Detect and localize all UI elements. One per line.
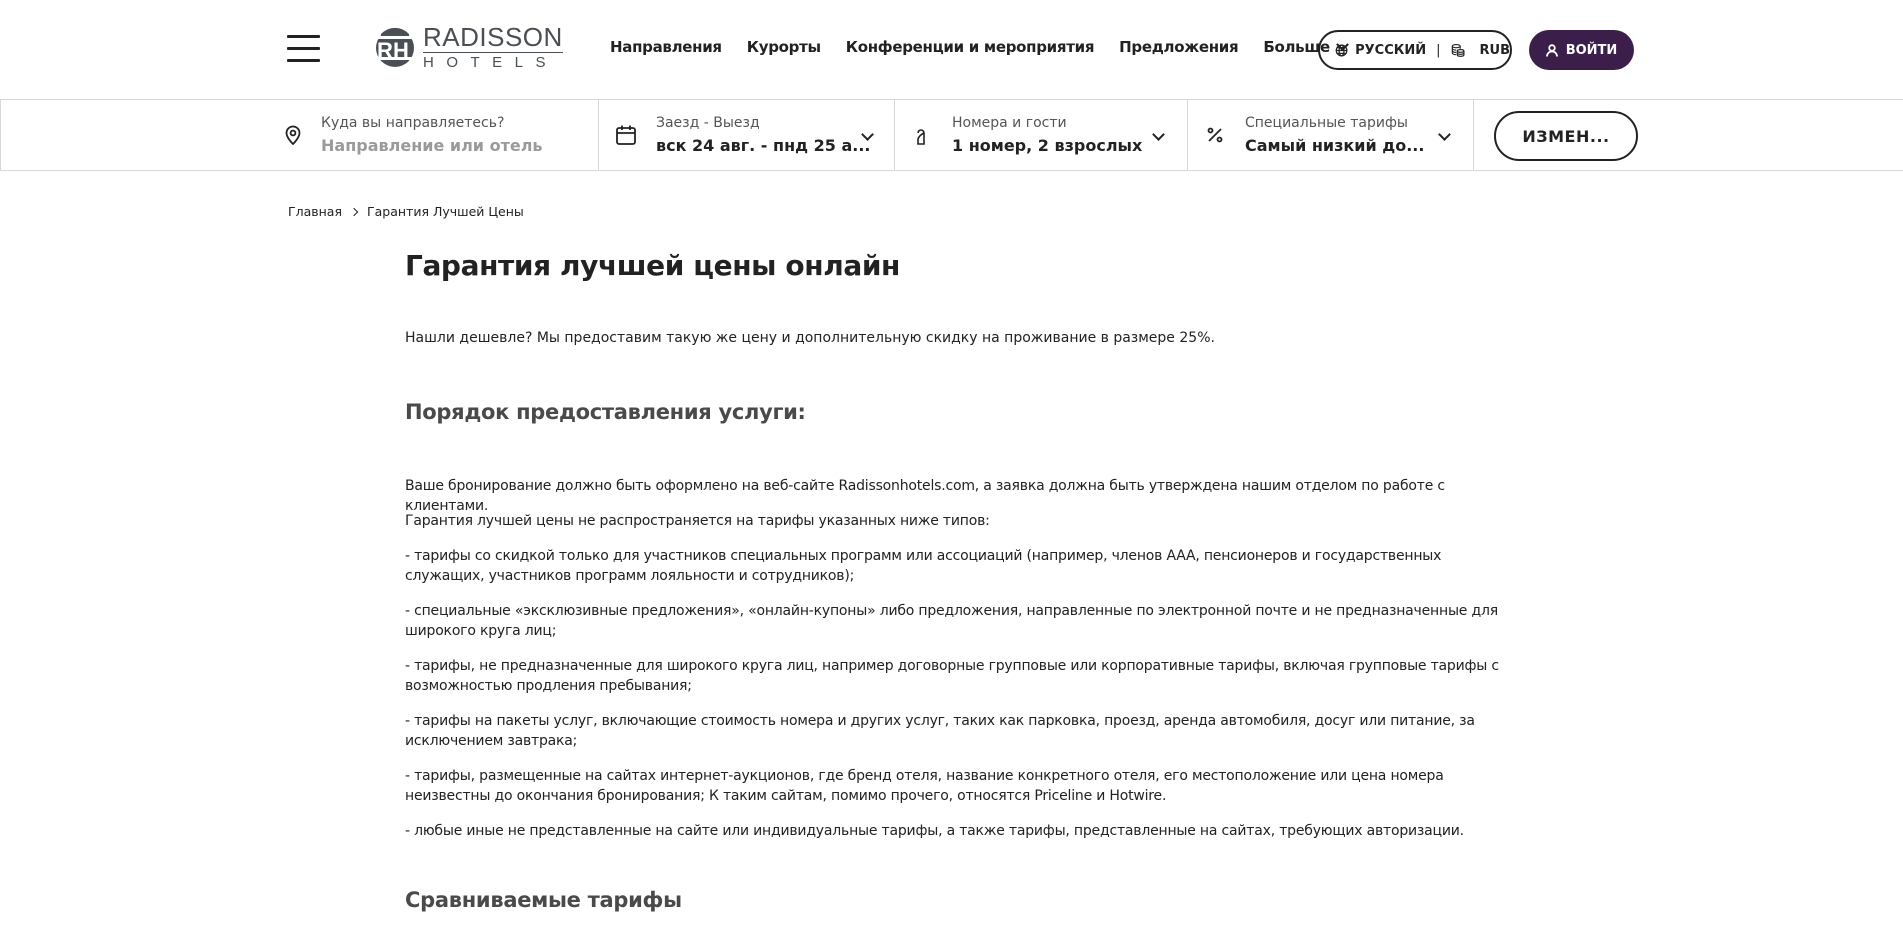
intro-text: Нашли дешевле? Мы предоставим такую же цену и дополнительную скидку на проживание в размере 25%. bbox=[405, 330, 1215, 346]
globe-icon bbox=[1335, 43, 1348, 58]
divider: | bbox=[1436, 42, 1441, 58]
radisson-logo[interactable] bbox=[375, 22, 563, 71]
nav-meetings-events[interactable]: Конференции и мероприятия bbox=[845, 38, 1095, 56]
exclusion-item: - тарифы, не предназначенные для широкого круга лиц, например договорные групповые или корпоративные тарифы, включая групповые тарифы с возможностью продления пребывания; bbox=[405, 658, 1499, 694]
exclusion-item: - специальные «эксклюзивные предложения», «онлайн-купоны» либо предложения, направленные по электронной почте и не предназначенные для широкого круга лиц; bbox=[405, 603, 1498, 639]
logo-wordmark-bottom: HOTELS bbox=[423, 54, 559, 71]
hamburger-line bbox=[287, 47, 320, 50]
main-content bbox=[405, 246, 1515, 912]
coins-icon bbox=[1451, 43, 1465, 58]
hamburger-line bbox=[287, 35, 320, 38]
page-title: Гарантия лучшей цены онлайн bbox=[405, 249, 900, 282]
svg-text:R: R bbox=[377, 37, 393, 63]
login-label: ВОЙТИ bbox=[1565, 42, 1618, 58]
chevron-right-icon bbox=[350, 207, 358, 215]
dates-label: Заезд - Выезд bbox=[656, 115, 760, 131]
rooms-guests-value: 1 номер, 2 взрослых bbox=[952, 136, 1143, 155]
language-label: РУССКИЙ bbox=[1355, 42, 1427, 58]
login-button[interactable] bbox=[1529, 30, 1634, 70]
exclusion-item: - любые иные не представленные на сайте или индивидуальные тарифы, а также тарифы, представленные на сайтах, требующих авторизации. bbox=[405, 823, 1464, 839]
breadcrumb bbox=[288, 204, 524, 219]
destination-label: Куда вы направляетесь? bbox=[321, 115, 505, 131]
currency-label: RUB bbox=[1479, 42, 1510, 58]
calendar-icon bbox=[614, 123, 638, 147]
breadcrumb-current: Гарантия Лучшей Цены bbox=[367, 204, 524, 219]
menu-button[interactable] bbox=[287, 33, 320, 63]
breadcrumb-home[interactable]: Главная bbox=[288, 204, 342, 219]
nav-more-label: Больше bbox=[1263, 38, 1330, 56]
exclusion-item: - тарифы, размещенные на сайтах интернет-аукционов, где бренд отеля, название конкретного отеля, его местоположение или цена номера неизвестны до окончания бронирования; К таким сайтам, помимо прочего, относятся Priceline и Hotwire. bbox=[405, 768, 1444, 804]
nav-resorts[interactable]: Курорты bbox=[746, 38, 821, 56]
dates-field[interactable] bbox=[599, 100, 895, 170]
svg-text:H: H bbox=[393, 37, 409, 63]
exclusion-item: - тарифы со скидкой только для участников специальных программ или ассоциаций (например, членов AAA, пенсионеров и государственных служащих, участников программ лояльности и сотрудников); bbox=[405, 548, 1442, 584]
section-heading-comparable-rates: Сравниваемые тарифы bbox=[405, 888, 682, 912]
nav-destinations[interactable]: Направления bbox=[610, 38, 722, 56]
site-header bbox=[0, 0, 1903, 100]
special-rates-field[interactable] bbox=[1188, 100, 1474, 170]
modify-search-button[interactable]: ИЗМЕН... bbox=[1494, 111, 1638, 161]
chevron-down-icon bbox=[1152, 128, 1165, 141]
percent-icon bbox=[1203, 123, 1227, 147]
door-hanger-icon bbox=[909, 123, 933, 147]
exclusion-item: - тарифы на пакеты услуг, включающие стоимость номера и других услуг, таких как парковка, проезд, аренда автомобиля, досуг или питание, за исключением завтрака; bbox=[405, 713, 1475, 749]
destination-field[interactable] bbox=[1, 100, 599, 170]
user-icon bbox=[1546, 44, 1558, 57]
booking-search-bar bbox=[0, 100, 1903, 171]
rooms-guests-field[interactable] bbox=[895, 100, 1188, 170]
main-nav bbox=[610, 38, 1372, 56]
chevron-down-icon bbox=[1438, 128, 1451, 141]
dates-value: вск 24 авг. - пнд 25 а... bbox=[656, 136, 871, 155]
hamburger-line bbox=[287, 59, 320, 62]
map-pin-icon bbox=[281, 123, 305, 147]
logo-wordmark-top: RADISSON bbox=[423, 22, 563, 52]
language-currency-button[interactable] bbox=[1318, 30, 1512, 70]
special-rates-label: Специальные тарифы bbox=[1245, 115, 1408, 131]
special-rates-value: Самый низкий до... bbox=[1245, 136, 1425, 155]
section-heading-procedure: Порядок предоставления услуги: bbox=[405, 400, 806, 424]
destination-input[interactable]: Направление или отель bbox=[321, 136, 543, 155]
paragraph: Ваше бронирование должно быть оформлено на веб-сайте Radissonhotels.com, а заявка должна быть утверждена нашим отделом по работе с клиентами. bbox=[405, 478, 1445, 514]
nav-offers[interactable]: Предложения bbox=[1119, 38, 1239, 56]
rooms-guests-label: Номера и гости bbox=[952, 115, 1067, 131]
paragraph: Гарантия лучшей цены не распространяется на тарифы указанных ниже типов: bbox=[405, 513, 990, 529]
rh-logo-icon bbox=[375, 26, 415, 70]
